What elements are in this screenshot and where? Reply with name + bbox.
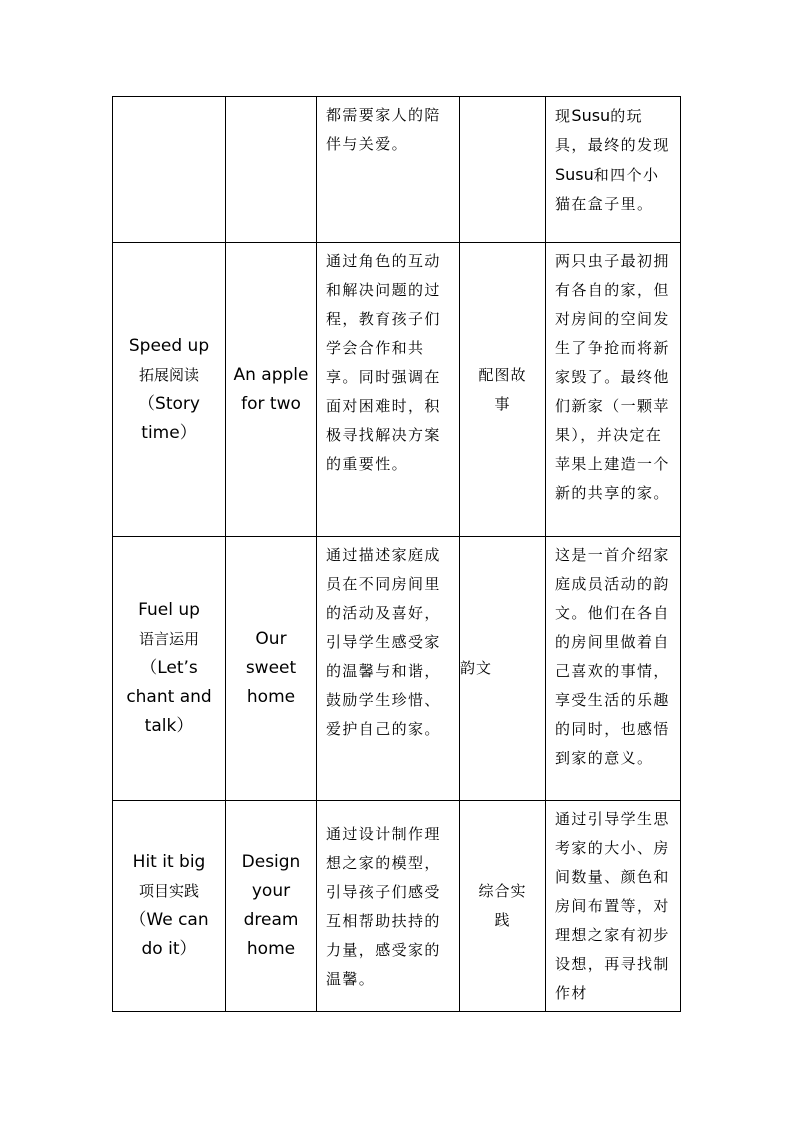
table-row: [113, 537, 681, 801]
summary-cell: [546, 801, 681, 1012]
module-cell: [113, 243, 226, 537]
summary-text: 两只虫子最初拥有各自的家，但对房间的空间发生了争抢而将新家毁了。最终他们新家（一颗苹果），并决定在苹果上建造一个新的共享的家。: [555, 252, 670, 502]
text-type: 配图故事: [478, 365, 527, 413]
table-row: [113, 243, 681, 537]
lesson-table: [112, 96, 681, 1012]
module-cell: [113, 537, 226, 801]
module-cn-name: 拓展阅读: [138, 365, 199, 384]
text-title: Our sweet home: [245, 629, 297, 707]
goal-cell: [317, 243, 460, 537]
module-cell: [113, 97, 226, 243]
module-subtitle: （We can do it）: [129, 910, 209, 959]
text-type: 韵文: [460, 659, 493, 677]
summary-cell: [546, 243, 681, 537]
module-name: Speed up: [128, 335, 210, 356]
module-cn-name: 语言运用: [138, 630, 199, 648]
table-row: [113, 97, 681, 243]
text-title: Design your dream home: [241, 852, 301, 959]
summary-cell: [546, 97, 681, 243]
summary-cell: [546, 537, 681, 801]
type-cell: [460, 243, 546, 537]
module-subtitle: （Let’s chant and talk）: [126, 658, 212, 736]
title-cell: [226, 97, 317, 243]
type-cell: [460, 97, 546, 243]
title-cell: [226, 537, 317, 801]
goal-cell: [317, 801, 460, 1012]
module-name: Hit it big: [132, 852, 206, 872]
goal-text: 通过描述家庭成员在不同房间里的活动及喜好，引导学生感受家的温馨与和谐，鼓励学生珍惜、爱护自己的家。: [326, 546, 441, 738]
type-cell: [460, 537, 546, 801]
text-type: 综合实践: [478, 882, 527, 929]
text-title: An apple for two: [233, 364, 309, 414]
goal-text: 通过角色的互动和解决问题的过程，教育孩子们学会合作和共享。同时强调在面对困难时，积极寻找解决方案的重要性。: [326, 252, 441, 473]
goal-cell: [317, 97, 460, 243]
title-cell: [226, 801, 317, 1012]
summary-text: 这是一首介绍家庭成员活动的韵文。他们在各自的房间里做着自己喜欢的事情，享受生活的乐趣的同时，也感悟到家的意义。: [555, 546, 670, 767]
goal-cell: [317, 537, 460, 801]
module-subtitle: （Story time）: [138, 393, 200, 443]
module-cn-name: 项目实践: [138, 882, 199, 900]
module-name: Fuel up: [138, 600, 200, 620]
module-cell: [113, 801, 226, 1012]
goal-text: 都需要家人的陪伴与关爱。: [326, 106, 441, 153]
summary-text: 通过引导学生思考家的大小、房间数量、颜色和房间布置等，对理想之家有初步设想，再寻找制作材: [555, 810, 670, 1002]
goal-text: 通过设计制作理想之家的模型，引导孩子们感受互相帮助扶持的力量，感受家的温馨。: [326, 824, 441, 988]
title-cell: [226, 243, 317, 537]
type-cell: [460, 801, 546, 1012]
summary-text: 现Susu的玩具，最终的发现Susu和四个小猫在盒子里。: [555, 106, 670, 213]
table-row: [113, 801, 681, 1012]
